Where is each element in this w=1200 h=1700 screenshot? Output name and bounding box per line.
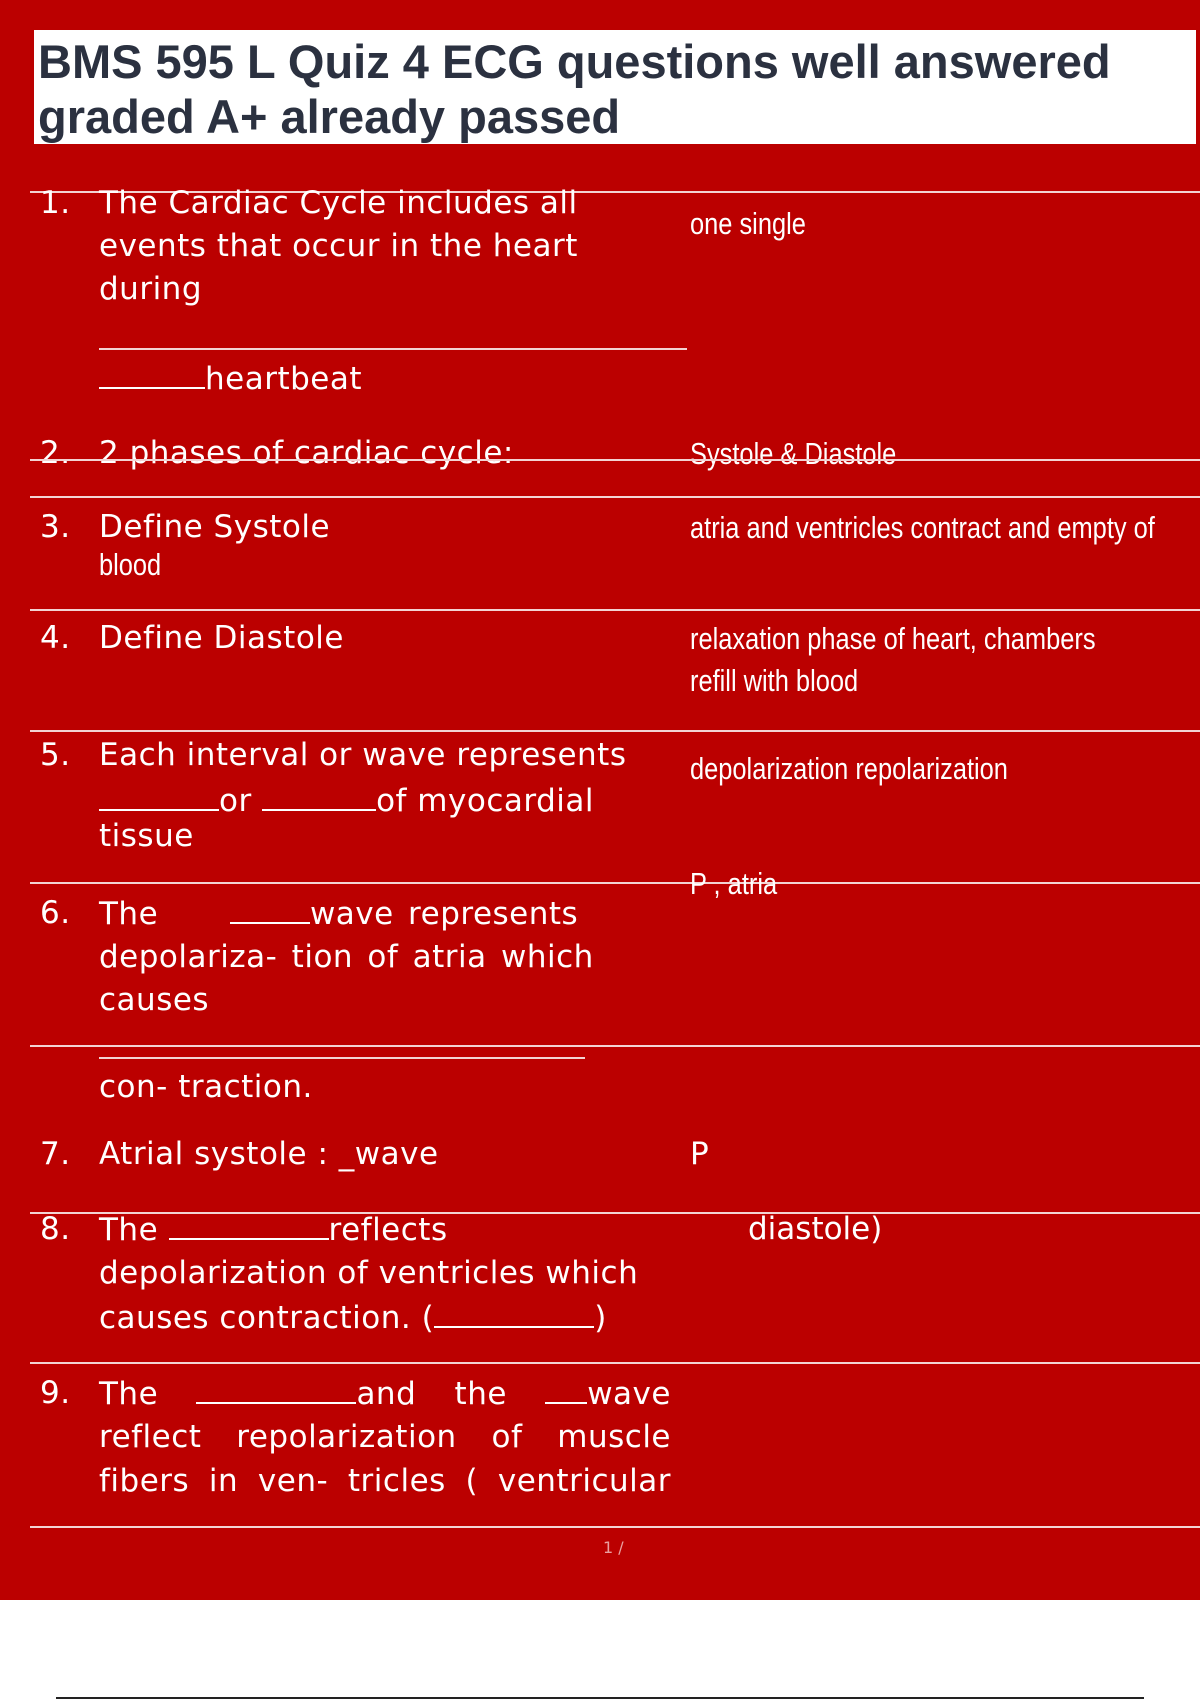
question-text-continued: fibers in ven- tricles ( ventricular [99,1463,671,1499]
question-text: Atrial systole : _wave [99,1136,439,1172]
page-number: 1 / [603,1538,624,1557]
question-number: 3. [40,509,71,545]
question-text-continued [99,1296,699,1340]
question-number: 4. [40,620,71,656]
question-number: 9. [40,1375,71,1411]
answer-blank [230,892,310,924]
question-text-fragment: of myocardial [376,783,594,819]
question-text: 2 phases of cardiac cycle: [99,435,514,471]
answer-blank [99,357,205,389]
question-number: 2. [40,435,71,471]
answer-blank-line [99,1057,585,1059]
answer-blank [434,1296,594,1328]
question-text-fragment: reflects [328,1212,448,1248]
question-text-continued [99,357,679,401]
question-text-fragment: The [99,1212,159,1248]
question-text: Define Systole [99,509,331,545]
question-text-continued: reflect repolarization of muscle [99,1419,671,1455]
row-divider [30,882,1200,884]
row-divider [30,1526,1200,1528]
question-text: Each interval or wave represents [99,737,627,773]
row-divider [30,496,1200,498]
answer-blank [196,1372,356,1404]
row-divider [30,1045,1200,1047]
question-text-continued: depolarization of ventricles which [99,1255,639,1291]
question-text [99,1372,671,1416]
answer-text: one single [690,206,806,241]
answer-text: depolarization repolarization [690,751,1008,786]
question-text: Define Diastole [99,620,344,656]
question-text-fragment: or [219,783,252,819]
question-text-fragment: The [99,896,159,932]
answer-blank [262,779,376,811]
question-number: 8. [40,1211,71,1247]
question-number: 7. [40,1136,71,1172]
row-divider [30,459,1200,461]
answer-blank-line [99,348,687,350]
question-text [99,1208,699,1252]
question-text [99,892,653,1022]
answer-text: diastole) [748,1211,883,1247]
answer-text: Systole & Diastole [690,436,897,471]
question-text: The Cardiac Cycle includes all events that occur in the heart during [99,185,578,307]
question-text-fragment: wave [587,1376,671,1412]
answer-blank [99,779,219,811]
question-text-fragment: The [99,1376,159,1412]
question-text-continued: tissue [99,818,194,854]
answer-blank [545,1372,587,1404]
question-number: 5. [40,737,71,773]
answer-text: relaxation phase of heart, chambers [690,621,1096,656]
question-text-fragment: heartbeat [205,361,363,397]
question-text-continued: con- traction. [99,1069,313,1105]
answer-text: P , atria [690,866,778,901]
question-text-fragment: ) [594,1300,607,1336]
question-number: 6. [40,895,71,931]
answer-text: atria and ventricles contract and empty of [690,510,1155,545]
question-text-fragment: causes contraction. ( [99,1300,435,1336]
answer-text-continued: refill with blood [690,663,859,698]
document-title: BMS 595 L Quiz 4 ECG questions well answered graded A+ already passed [38,35,1111,143]
answer-blank [169,1208,329,1240]
answer-text-continued: blood [99,547,162,582]
row-divider [30,609,1200,611]
question-text-fragment: wave represents depolariza- tion of atria which causes [99,896,594,1018]
answer-text: P [690,1136,709,1172]
title-box [34,30,1196,144]
row-divider [30,730,1200,732]
question-text-fragment: and the [356,1376,507,1412]
row-divider [30,1362,1200,1364]
page-bottom-divider [56,1697,1144,1699]
question-number: 1. [40,185,71,221]
